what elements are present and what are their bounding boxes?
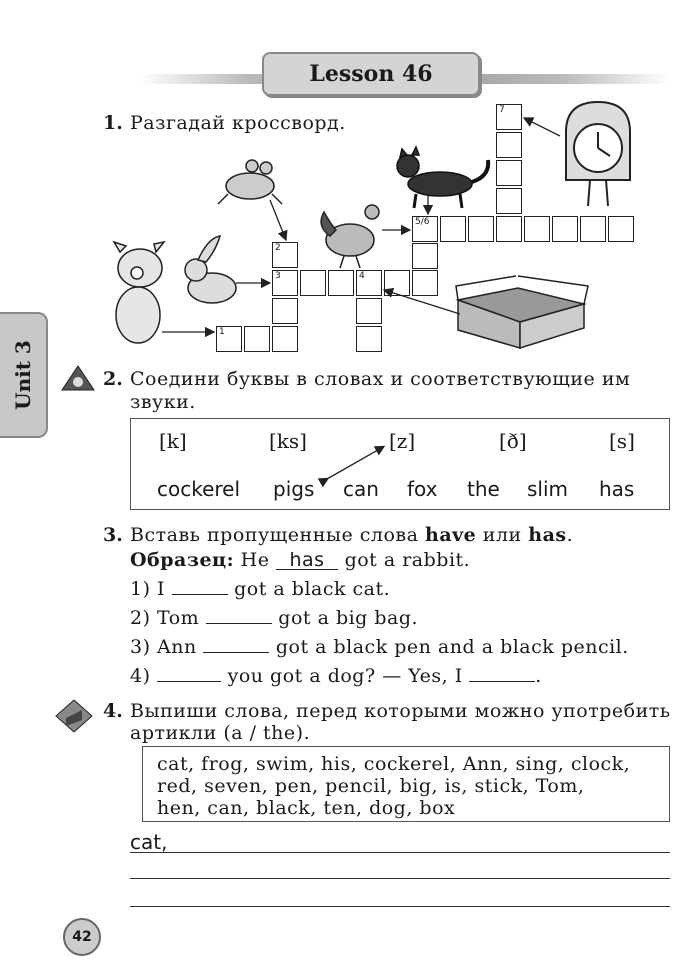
task3-item-4 [130,665,542,687]
word-has[interactable]: has [599,477,635,501]
sample-label: Образец: [130,549,235,571]
task1-number: 1. [103,112,123,134]
word-the[interactable]: the [467,477,500,501]
task4-instruction-line2: артикли (a / the). [130,722,311,744]
task3-item-2 [130,607,418,629]
sample-pre: He [240,549,270,571]
writing-task-icon [52,696,96,736]
lesson-title: Lesson 46 [262,52,480,96]
task3-word-has: has [528,524,567,546]
word-fox[interactable]: fox [407,477,438,501]
answer-line-1[interactable] [130,852,670,853]
sound-th[interactable]: [ð] [499,429,527,453]
task3-instruction-text: Вставь пропущенные слова [130,524,425,546]
task4-instruction-line1: Выпиши слова, перед которыми можно употребить [130,700,671,722]
clue-number-3: 3 [275,271,281,281]
item-post: got a black cat. [234,578,391,600]
blank-field[interactable] [157,665,221,682]
clue-number-5-6: 5/6 [415,217,430,227]
task2-instruction-line2: звуки. [130,391,196,413]
clue-number-4: 4 [359,271,365,281]
frog-icon [218,160,282,204]
blank-field[interactable] [469,665,535,682]
word-list-line-2: red, seven, pen, pencil, big, is, stick, Tom, [157,775,585,797]
pig-icon [114,242,164,343]
word-pigs[interactable]: pigs [273,477,315,501]
word-can[interactable]: can [343,477,379,501]
sound-s[interactable]: [s] [609,429,635,453]
clue-number-2: 2 [275,243,281,253]
task3-item-3 [130,636,629,658]
task3-instruction-or: или [476,524,529,546]
pair-work-icon [60,364,96,392]
blank-field[interactable] [206,607,272,624]
answer-line-3[interactable] [130,906,670,907]
sample-connection-line [131,419,671,511]
clock-icon [566,102,630,206]
word-slim[interactable]: slim [527,477,569,501]
item-pre: 2) Tom [130,607,200,629]
blank-field[interactable] [203,636,269,653]
task3-word-have: have [425,524,477,546]
task2-box [130,418,670,510]
crossword [0,0,700,360]
sound-z[interactable]: [z] [389,429,416,453]
blank-field[interactable] [172,578,228,595]
task1-instruction: Разгадай кроссворд. [130,112,346,134]
word-cockerel[interactable]: cockerel [157,477,241,501]
sample-answer: has [276,549,338,570]
item-post: got a big bag. [278,607,419,629]
box-icon [456,276,588,348]
item-pre: 4) [130,665,151,687]
item-pre: 3) Ann [130,636,197,658]
item-mid: you got a dog? — Yes, I [227,665,463,687]
item-post: got a black pen and a black pencil. [275,636,629,658]
cat-icon [397,147,488,208]
answer-line-2[interactable] [130,878,670,879]
task2-instruction-line1: Соедини буквы в словах и соответствующие им [130,368,631,390]
task4-number: 4. [103,700,123,722]
page-number: 42 [63,918,101,956]
sound-k[interactable]: [k] [159,429,187,453]
clue-number-7: 7 [499,105,505,115]
task3-number: 3. [103,524,123,546]
clue-number-1: 1 [219,327,225,337]
cockerel-icon [321,205,379,268]
word-list-line-1: cat, frog, swim, his, cockerel, Ann, sing, clock, [157,753,631,775]
item-post: . [535,665,542,687]
rabbit-icon [185,236,236,303]
word-list-line-3: hen, can, black, ten, dog, box [157,797,456,819]
task3-instruction [130,524,573,546]
item-pre: 1) I [130,578,166,600]
unit-tab-label: Unit 3 [11,340,35,410]
task3-instruction-dot: . [566,524,574,546]
task3-sample [130,549,470,571]
sound-ks[interactable]: [ks] [269,429,307,453]
crossword-illustrations [0,0,700,360]
task4-word-box [142,746,670,822]
task3-item-1 [130,578,390,600]
task2-number: 2. [103,368,123,390]
answer-start: cat, [130,830,168,854]
sample-post: got a rabbit. [344,549,471,571]
